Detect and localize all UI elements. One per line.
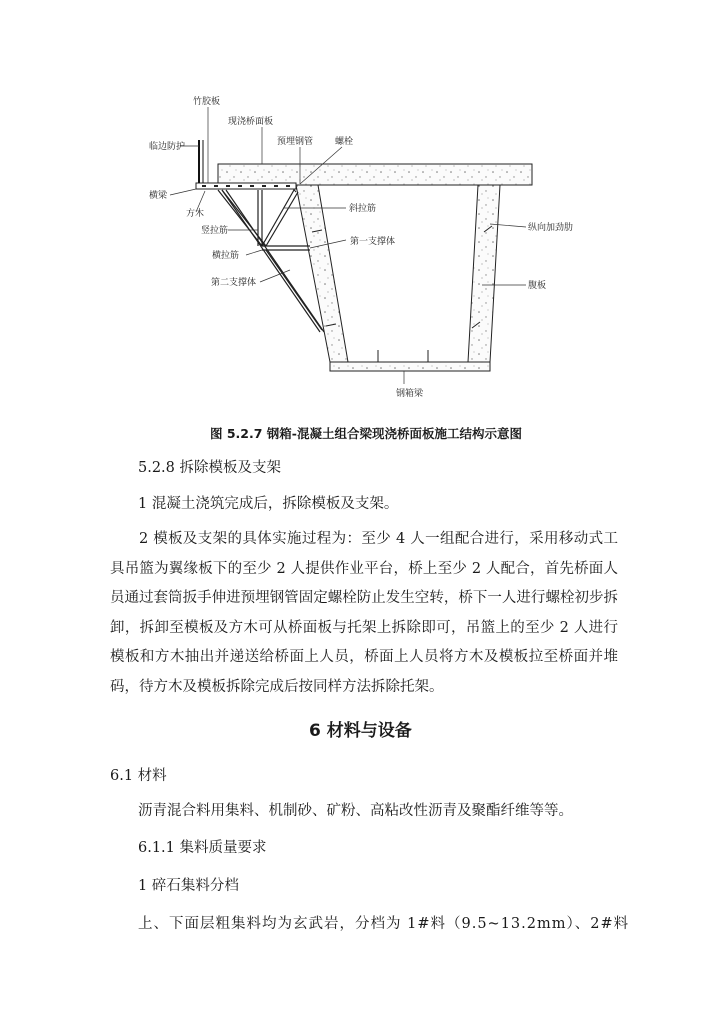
label-diagonal-bar: 斜拉筋 [349, 204, 377, 214]
label-horizontal-bar: 横拉筋 [212, 251, 240, 261]
label-edge-guard: 临边防护 [149, 142, 186, 152]
bottom-flange [330, 362, 490, 371]
right-web [468, 185, 500, 362]
label-bolt: 螺栓 [335, 137, 354, 147]
section-528-heading: 5.2.8 拆除模板及支架 [138, 460, 282, 476]
cross-beam [196, 183, 296, 189]
figure-caption: 图 5.2.7 钢箱-混凝土组合梁现浇桥面板施工结构示意图 [210, 426, 522, 441]
section-611-last-line: 上、下面层粗集料均为玄武岩，分档为 1#料（9.5~13.2mm）、2#料 [138, 916, 630, 932]
label-stiffener: 纵向加劲肋 [528, 223, 574, 233]
section-61-text: 沥青混合料用集料、机制砂、矿粉、高粘改性沥青及聚酯纤维等等。 [138, 803, 573, 819]
deck-slab [218, 164, 532, 185]
section-528-item2: 2 模板及支架的具体实施过程为：至少 4 人一组配合进行，采用移动式工具吊篮为翼缘板下的至少 2 人提供作业平台，桥上至少 2 人配合，首先桥面人员通过套筒扳手伸进预埋钢管固定螺栓防止发生空转，桥下一人进行螺栓初步拆卸，拆卸至模板及方木可从桥面板与托架上拆除即可，吊篮上的至少 2 人进行模板和方木抽出并递送给桥面上人员，桥面上人员将方木及模板拉至桥面并堆码，待方木及模板拆除完成后按同样方法拆除托架。 [110, 531, 618, 695]
label-cast-deck: 现浇桥面板 [228, 117, 274, 127]
section-611-item1: 1 碎石集料分档 [138, 878, 239, 894]
section-528-item1: 1 混凝土浇筑完成后，拆除模板及支架。 [138, 496, 399, 512]
section-611-heading: 6.1.1 集料质量要求 [138, 840, 267, 856]
construction-diagram [0, 0, 724, 420]
chapter-6-title: 6 材料与设备 [309, 721, 412, 741]
label-first-support: 第一支撑体 [350, 237, 396, 247]
label-cross-beam: 横梁 [149, 191, 168, 201]
section-61-heading: 6.1 材料 [110, 768, 167, 784]
label-bamboo-plywood: 竹胶板 [193, 97, 221, 107]
label-timber: 方木 [186, 209, 205, 219]
label-vertical-bar: 竖拉筋 [201, 226, 229, 236]
label-second-support: 第二支撑体 [211, 278, 257, 288]
label-embedded-pipe: 预埋钢管 [277, 137, 314, 147]
left-web [296, 185, 348, 362]
label-web: 腹板 [528, 281, 547, 291]
label-steel-box: 钢箱梁 [396, 389, 424, 399]
